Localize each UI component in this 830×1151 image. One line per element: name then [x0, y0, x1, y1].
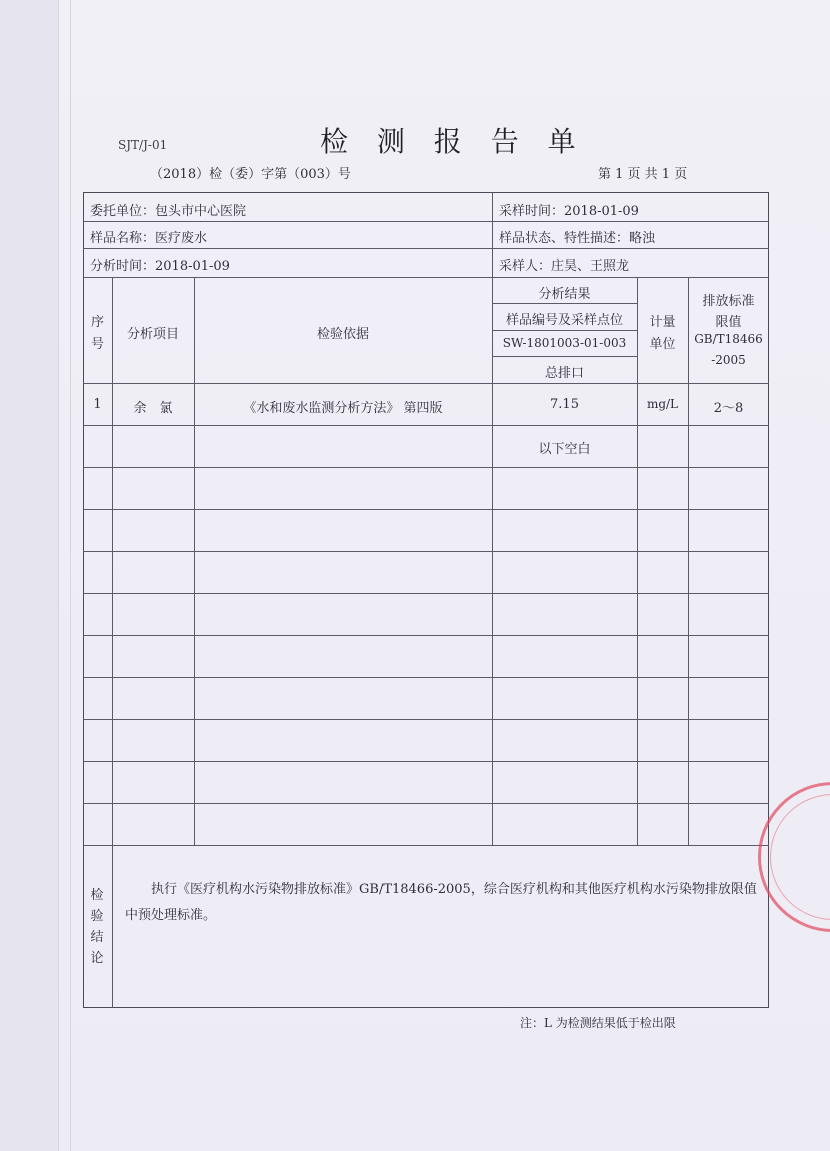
sampling-time: 采样时间：2018-01-09 [499, 204, 639, 219]
report-title: 检 测 报 告 单 [320, 125, 586, 158]
table-rule [83, 551, 769, 552]
form-code: SJT/J-01 [118, 138, 168, 152]
row-limit: 2～8 [713, 401, 744, 416]
header-seq-1: 序 [90, 315, 104, 330]
conclusion-text: 执行《医疗机构水污染物排放标准》GB/T18466-2005，综合医疗机构和其他医疗机构水污染物排放限值中预处理标准。 [125, 882, 757, 923]
header-limit-4: -2005 [711, 353, 746, 367]
table-rule [492, 192, 493, 277]
header-limit-2: 限值 [715, 315, 742, 330]
table-rule [83, 383, 769, 384]
row-item: 余 氯 [133, 401, 173, 416]
table-rule [83, 221, 769, 222]
table-rule [492, 303, 637, 304]
row-unit: mg/L [646, 397, 679, 411]
conclusion-label-2: 验 [90, 909, 104, 924]
sample-name: 样品名称：医疗废水 [90, 231, 208, 246]
row-result: 7.15 [550, 397, 579, 412]
table-rule [83, 593, 769, 594]
header-unit-1: 计量 [649, 315, 676, 330]
table-rule [83, 719, 769, 720]
table-rule [492, 330, 637, 331]
header-seq-2: 号 [90, 337, 104, 352]
blank-note: 以下空白 [538, 442, 591, 457]
table-rule [194, 277, 195, 845]
header-basis: 检验依据 [316, 327, 369, 342]
page-info: 第 1 页 共 1 页 [598, 167, 688, 182]
header-sample-point: 样品编号及采样点位 [505, 313, 623, 328]
table-rule [637, 277, 638, 845]
conclusion-label-4: 论 [90, 951, 104, 966]
table-rule [83, 803, 769, 804]
header-result: 分析结果 [538, 287, 591, 302]
table-rule [83, 248, 769, 249]
footnote: 注：L 为检测结果低于检出限 [520, 1016, 676, 1030]
table-rule [112, 277, 113, 1008]
analysis-time: 分析时间：2018-01-09 [90, 259, 230, 274]
header-outlet: 总排口 [544, 366, 584, 381]
table-rule [83, 761, 769, 762]
client-unit: 委托单位：包头市中心医院 [90, 204, 247, 219]
header-limit-3: GB/T18466 [694, 332, 763, 346]
table-rule [83, 467, 769, 468]
conclusion-label-3: 结 [90, 930, 104, 945]
binding-fold-line [58, 0, 59, 1151]
table-rule [83, 635, 769, 636]
conclusion-label-1: 检 [90, 888, 104, 903]
table-rule [492, 356, 637, 357]
binding-fold-line [70, 0, 71, 1151]
header-unit-2: 单位 [649, 337, 676, 352]
table-rule [83, 277, 769, 278]
sample-status: 样品状态、特性描述：略浊 [499, 231, 656, 246]
table-rule [83, 845, 769, 846]
table-rule [83, 425, 769, 426]
header-sample-code: SW-1801003-01-003 [502, 336, 627, 350]
header-limit-1: 排放标准 [702, 294, 755, 309]
binding-edge-shadow [0, 0, 58, 1151]
sampler: 采样人：庄昊、王照龙 [499, 259, 630, 274]
table-rule [83, 509, 769, 510]
table-rule [83, 677, 769, 678]
document-number: （2018）检（委）字第（003）号 [150, 167, 351, 182]
header-item: 分析项目 [126, 327, 179, 342]
row-seq: 1 [93, 397, 102, 412]
row-basis: 《水和废水监测分析方法》 第四版 [243, 401, 443, 416]
